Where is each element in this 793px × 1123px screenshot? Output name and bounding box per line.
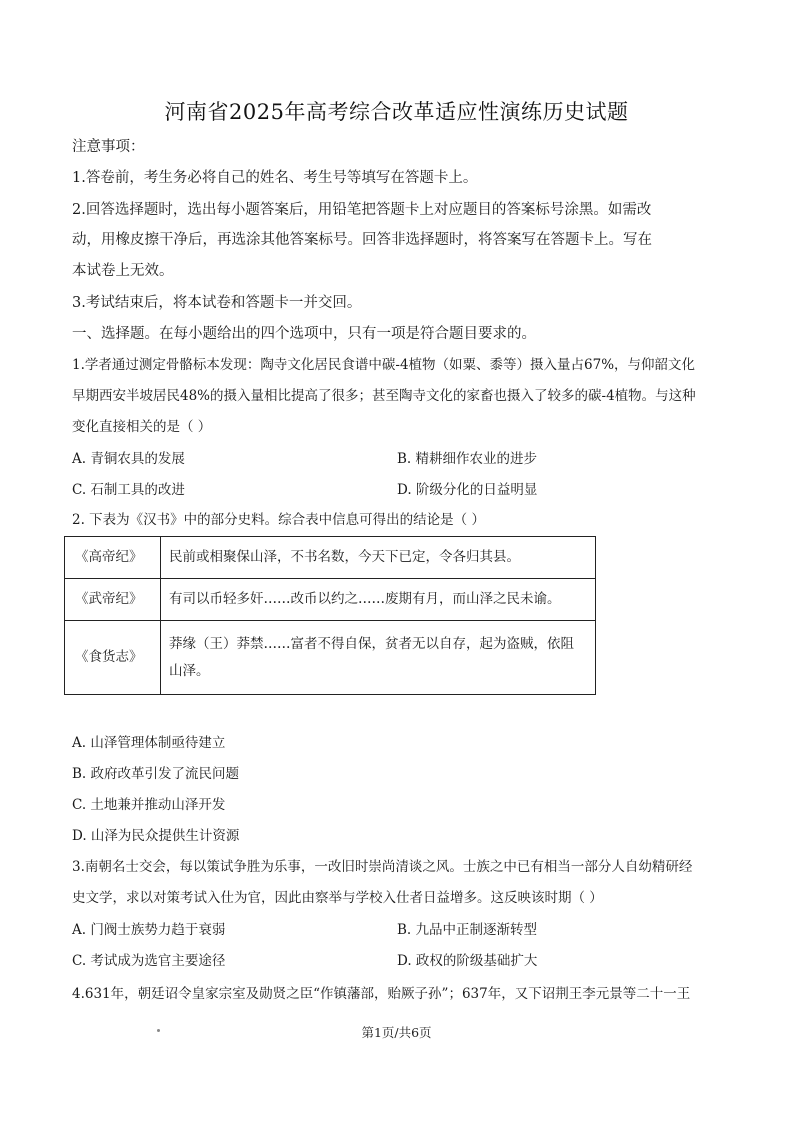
table-cell-text: 民前或相聚保山泽，不书名数，今天下已定，令各归其县。 <box>161 537 596 579</box>
page-footer: 第1页/共6页 <box>361 1025 432 1040</box>
notice-line: 动，用橡皮擦干净后，再选涂其他答案标号。回答非选择题时，将答案写在答题卡上。写在 <box>72 232 652 248</box>
notice-line: 3.考试结束后，将本试卷和答题卡一并交回。 <box>72 295 362 311</box>
question-2-option-b: B. 政府改革引发了流民问题 <box>72 766 240 782</box>
question-3-option-d: D. 政权的阶级基础扩大 <box>397 953 538 969</box>
question-1-option-b: B. 精耕细作农业的进步 <box>397 451 538 467</box>
question-1-stem: 变化直接相关的是（ ） <box>72 419 212 435</box>
notice-line: 1.答卷前，考生务必将自己的姓名、考生号等填写在答题卡上。 <box>72 170 478 186</box>
table-cell-source: 《高帝纪》 <box>65 537 161 579</box>
question-3-option-a: A. 门阀士族势力趋于衰弱 <box>72 922 226 938</box>
question-4-stem: 4.631年，朝廷诏令皇家宗室及勋贤之臣“作镇藩部，贻厥子孙”；637年，又下诏荆王李元景等二十一王 <box>72 986 691 1002</box>
notice-line: 本试卷上无效。 <box>72 263 174 279</box>
question-1-option-c: C. 石制工具的改进 <box>72 482 185 498</box>
notice-heading: 注意事项： <box>72 139 145 155</box>
table-row <box>65 537 596 579</box>
table-row <box>65 621 596 695</box>
section-heading: 一、选择题。在每小题给出的四个选项中，只有一项是符合题目要求的。 <box>72 326 536 342</box>
table-cell-source: 《武帝纪》 <box>65 579 161 621</box>
question-1-option-a: A. 青铜农具的发展 <box>72 451 185 467</box>
question-2-option-a: A. 山泽管理体制亟待建立 <box>72 735 226 751</box>
question-1-option-d: D. 阶级分化的日益明显 <box>397 482 538 498</box>
question-3-stem: 史文学，求以对策考试入仕为官，因此由察举与学校入仕者日益增多。这反映该时期（ ） <box>72 890 603 906</box>
question-3-option-b: B. 九品中正制逐渐转型 <box>397 922 538 938</box>
page-title: 河南省2025年高考综合改革适应性演练历史试题 <box>164 100 629 124</box>
table-row <box>65 579 596 621</box>
question-3-stem: 3.南朝名士交会，每以策试争胜为乐事，一改旧时崇尚清谈之风。士族之中已有相当一部分人自幼精研经 <box>72 859 693 875</box>
question-2-stem: 2. 下表为《汉书》中的部分史料。综合表中信息可得出的结论是（ ） <box>72 512 485 528</box>
question-3-option-c: C. 考试成为选官主要途径 <box>72 953 226 969</box>
question-2-option-c: C. 土地兼并推动山泽开发 <box>72 797 226 813</box>
table-cell-source: 《食货志》 <box>65 621 161 695</box>
source-table <box>64 536 596 695</box>
question-1-stem: 1.学者通过测定骨骼标本发现：陶寺文化居民食谱中碳-4植物（如粟、黍等）摄入量占67%，与仰韶文化 <box>72 357 696 373</box>
question-1-stem: 早期西安半坡居民48%的摄入量相比提高了很多；甚至陶寺文化的家畜也摄入了较多的碳-4植物。与这种 <box>72 388 696 404</box>
table-cell-text <box>161 621 596 695</box>
table-cell-text-line: 莽缘（王）莽禁……富者不得自保，贫者无以自存，起为盗贼，依阻 <box>169 635 574 652</box>
table-cell-text: 有司以币轻多奸……改币以约之……废期有月，而山泽之民未谕。 <box>161 579 596 621</box>
notice-line: 2.回答选择题时，选出每小题答案后，用铅笔把答题卡上对应题目的答案标号涂黑。如需改 <box>72 202 652 218</box>
question-2-option-d: D. 山泽为民众提供生计资源 <box>72 828 240 844</box>
table-cell-text-line: 山泽。 <box>169 662 210 679</box>
